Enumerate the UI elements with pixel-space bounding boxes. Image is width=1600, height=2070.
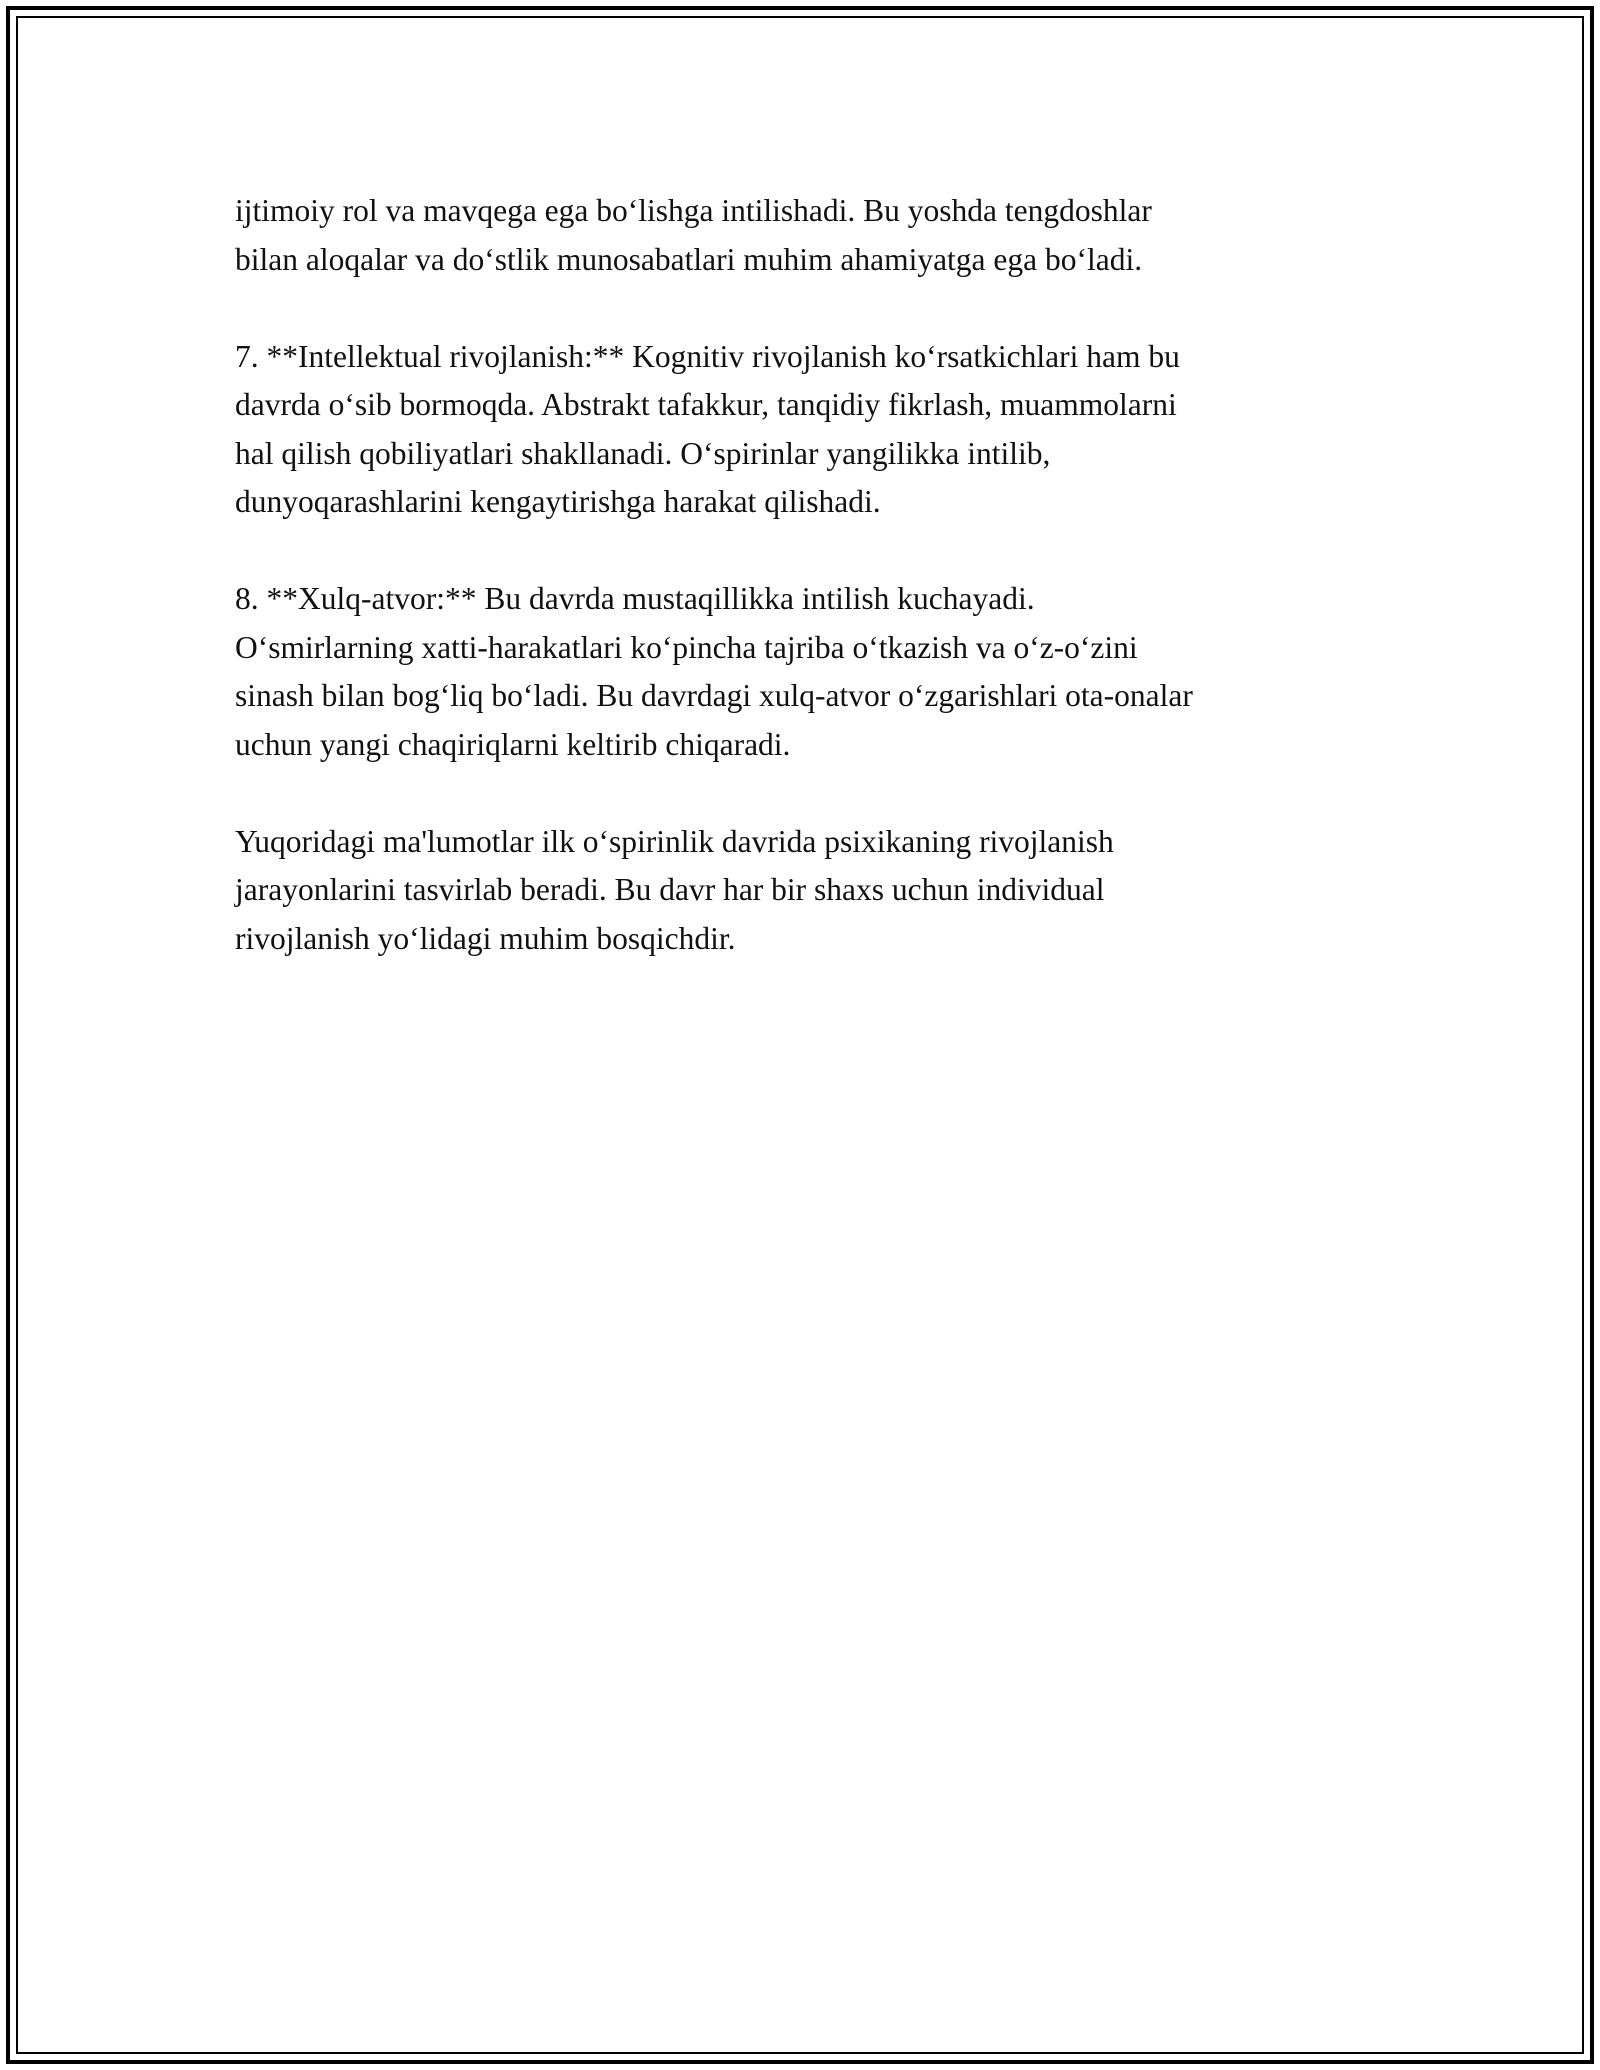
paragraph-social [235, 187, 1375, 284]
text-line: hal qilish qobiliyatlari shakllanadi. O‘spirinlar yangilikka intilib, [235, 435, 1051, 471]
paragraph-behavior [235, 575, 1375, 769]
paragraph-conclusion [235, 818, 1375, 964]
text-line: 8. **Xulq-atvor:** Bu davrda mustaqillikka intilish kuchayadi. [235, 581, 1035, 616]
text-line: bilan aloqalar va do‘stlik munosabatlari muhim ahamiyatga ega bo‘ladi. [235, 241, 1143, 277]
text-line: davrda o‘sib bormoqda. Abstrakt tafakkur, tanqidiy fikrlash, muammolarni [235, 387, 1177, 422]
text-line: sinash bilan bog‘liq bo‘ladi. Bu davrdagi xulq-atvor o‘zgarishlari ota-onalar [235, 678, 1193, 713]
text-line: jarayonlarini tasvirlab beradi. Bu davr har bir shaxs uchun individual [235, 872, 1105, 907]
text-line: 7. **Intellektual rivojlanish:** Kognitiv rivojlanish ko‘rsatkichlari ham bu [235, 338, 1180, 374]
text-line: ijtimoiy rol va mavqega ega bo‘lishga intilishadi. Bu yoshda tengdoshlar [235, 193, 1152, 228]
text-line: dunyoqarashlarini kengaytirishga harakat qilishadi. [235, 484, 881, 519]
text-line: Yuqoridagi ma'lumotlar ilk o‘spirinlik davrida psixikaning rivojlanish [235, 823, 1114, 859]
paragraph-intellectual [235, 333, 1375, 527]
text-line: rivojlanish yo‘lidagi muhim bosqichdir. [235, 920, 736, 956]
document-body [235, 187, 1375, 1012]
text-line: O‘smirlarning xatti-harakatlari ko‘pincha tajriba o‘tkazish va o‘z-o‘zini [235, 629, 1138, 665]
text-line: uchun yangi chaqiriqlarni keltirib chiqaradi. [235, 726, 791, 762]
